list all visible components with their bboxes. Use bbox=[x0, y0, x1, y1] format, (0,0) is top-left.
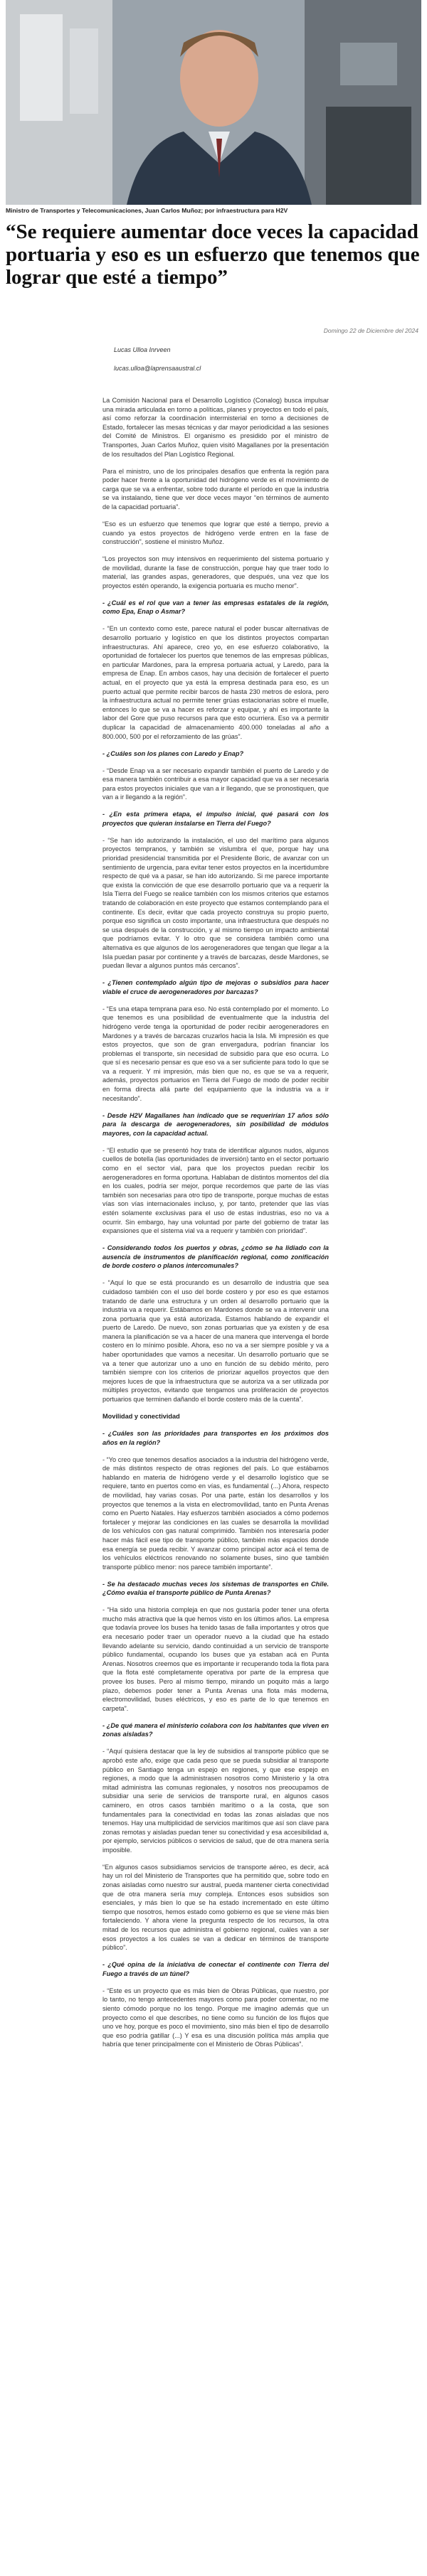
interview-question: - ¿Qué opina de la iniciativa de conectar el continente con Tierra del Fuego a través de un túnel? bbox=[102, 1961, 329, 1977]
interview-question: - ¿Cuáles son las prioridades para transportes en los próximos dos años en la región? bbox=[102, 1430, 329, 1446]
interview-question: - ¿De qué manera el ministerio colabora con los habitantes que viven en zonas aisladas? bbox=[102, 1721, 329, 1738]
article-paragraph: - “Yo creo que tenemos desafíos asociados a la industria del hidrógeno verde, de más distintos respecto de otras regiones del país. Lo que estábamos hablando en materia de hidrógeno verde y el desarrollo logístico que se requiere, tanto en puertos como en vías, es fundamental (...) Ahora, respecto de movilidad, hay varias cosas. Por una parte, están los desarrollos y los proyectos que tenemos a la vista en electromovilidad, tanto en Punta Arenas como en Puerto Natales. Hay esfuerzos también asociados a cómo podemos fortalecer y mejorar las condiciones en las cuales se desarrolla la movilidad de los vehículos con gas natural comprimido. También nos interesaría poder hacer más fácil ese tipo de transporte público, también más espacios donde esa energía se pueda recibir. Y avanzar como principal actor acá el tema de los vehículos eléctricos renovando no solamente buses, sino que también transporte público menor: nos parece también importante”. bbox=[102, 1455, 329, 1571]
article-paragraph: - “Ha sido una historia compleja en que nos gustaría poder tener una oferta mucho más atractiva que la que hemos visto en los últimos años. La empresa que todavía provee los buses ha tenido tasas de falla importantes y otros que era necesario poder traer un operador nuevo a la ciudad que ha estado llevando adelante su servicio, dando continuidad a un servicio de transporte público fundamental, ocupando los buses que ya estaban acá en Punta Arenas. Nosotros creemos que es importante ir recuperando toda la flota para que la flota esté completamente operativa por parte de la empresa que provee los buses. Pero al mismo tiempo, mirando un poquito más a largo plazo, debemos poder tener a Punta Arenas una flota más moderna, electromovilidad, buses eléctricos, y eso es parte de lo que tenemos en carpeta”. bbox=[102, 1606, 329, 1712]
interview-question: - ¿Cuáles son los planes con Laredo y Enap? bbox=[102, 749, 244, 757]
article-paragraph: - “Desde Enap va a ser necesario expandir también el puerto de Laredo y de esa manera también contribuir a esa mayor capacidad que va a ser necesaria para estos proyectos iniciales que van a ir llegando, que se pronostiquen, que van a ir llegando a la región”. bbox=[102, 766, 329, 801]
interview-question: - Desde H2V Magallanes han indicado que se requerirían 17 años sólo para la descarga de aerogeneradores, sin posibilidad de módulos mayores, con la capacidad actual. bbox=[102, 1111, 329, 1137]
publish-date: Domingo 22 de Diciembre del 2024 bbox=[323, 327, 418, 334]
article-paragraph: “En algunos casos subsidiamos servicios de transporte aéreo, es decir, acá hay un rol del Ministerio de Transportes que ha permitido que, sobre todo en zonas aisladas como nuestro sur austral, pueda mantener cierta conectividad que de otra manera sería muy compleja. Entonces esos subsidios son esenciales, y más bien lo que se ha estado incrementado en este último tiempo que nosotros, hemos estado como gobierno es que se viene más bien fortaleciendo. Y ahora viene la pregunta respecto de los recursos, la otra mitad de los recursos que administra el gobierno regional, cuáles van a ser esos proyectos a los cuales se van a dedicar en términos de transporte público”. bbox=[102, 1863, 329, 1952]
article-paragraph: - “Este es un proyecto que es más bien de Obras Públicas, que nuestro, por lo tanto, no tengo antecedentes mayores como para poder comentar, no me siento cómodo porque no los tengo. Porque me imagino además que un proyecto como el que describes, no tiene como su función de los flujos que uno ve hoy, porque es poco el movimiento, sino más bien el tipo de desarrollo que eso podría gatillar (...) Y esa es una discusión política más amplia que habría que tener principalmente con el Ministerio de Obras Públicas”. bbox=[102, 1987, 329, 2048]
article-paragraph: Para el ministro, uno de los principales desafíos que enfrenta la región para poder hacer frente a la oportunidad del hidrógeno verde es el movimiento de carga que se va a enfrentar, sobre todo durante el período en que la industria se va instalando, tiene que ver doce veces mayor “en términos de aumento de la capacidad portuaria”. bbox=[102, 467, 329, 511]
headline: “Se requiere aumentar doce veces la capacidad portuaria y eso es un esfuerzo que tenemos que lograr que esté a tiempo” bbox=[6, 220, 420, 289]
photo-caption: Ministro de Transportes y Telecomunicaciones, Juan Carlos Muñoz; por infraestructura para H2V bbox=[6, 207, 288, 214]
article-paragraph: “Los proyectos son muy intensivos en requerimiento del sistema portuario y de movilidad, durante la fase de construcción, porque hay que traer todo lo material, las grandes aspas, generadores, que después, una vez que los proyectos estén operando, la exigencia portuaria es mucho menor”. bbox=[102, 555, 329, 589]
article-paragraph: - “Aquí lo que se está procurando es un desarrollo de industria que sea cuidadoso también con el uso del borde costero y por eso es que estamos tratando de darle una estructura y un orden al desarrollo portuario que la industria va a requerir. Estábamos en Mardones donde se va a intervenir una zona portuaria que ya está autorizada. Estamos hablando de expandir el puerto de Laredo. De nuevo, son zonas portuarias que ya existen y de esa manera la planificación se va a hacer de una manera que intervenga el borde costero en lo mínimo posible. Ahora, eso no va a ser siempre posible y va a haber oportunidades que vamos a necesitar. Un desarrollo portuario que se va a tener que autorizar uno a uno en función de su debido mérito, pero también siempre con los criterios de priorizar aquellos proyectos que den mejores luces de que la infraestructura que se autoriza va a ser utilizada por múltiples proyectos, evitando que tengamos una proliferación de proyectos portuarios que terminen dañando el borde costero más de la cuenta”. bbox=[102, 1279, 329, 1404]
section-heading: Movilidad y conectividad bbox=[102, 1413, 180, 1421]
article-paragraph: “Eso es un esfuerzo que tenemos que lograr que esté a tiempo, previo a cuando ya estos proyectos de hidrógeno verde entren en la fase de construcción”, sostiene el ministro Muñoz. bbox=[102, 520, 329, 546]
interview-question: - Considerando todos los puertos y obras, ¿cómo se ha lidiado con la ausencia de instrumentos de planificación regional, como zonificación de borde costero o planos intercomunales? bbox=[102, 1244, 329, 1270]
interview-question: - ¿En esta primera etapa, el impulso inicial, qué pasará con los proyectos que quieran instalarse en Tierra del Fuego? bbox=[102, 811, 329, 827]
interview-question: - ¿Tienen contemplado algún tipo de mejoras o subsidios para hacer viable el cruce de aerogeneradores por barcazas? bbox=[102, 979, 329, 995]
article-paragraph: - “El estudio que se presentó hoy trata de identificar algunos nudos, algunos cuellos de botella (las oportunidades de inversión) tanto en el sector portuario como en el sector vial, para que los proyectos puedan recibir los aerogeneradores en forma oportuna. Hablaban de distintos momentos del día en los cuales, podría ser mejor, porque recordemos que parte de las vías también son necesarias para otro tipo de transporte, porque muchas de estas vías son vías internacionales incluso, y, por tanto, pretender que las vías estén solamente exclusivas para el uso de estas industrias, eso no va a ocurrir. Sin embargo, hay una voluntad por parte del gobierno de tratar las expansiones que el sistema vial va a requerir y también con prioridad”. bbox=[102, 1146, 329, 1235]
interview-question: - ¿Cuál es el rol que van a tener las empresas estatales de la región, como Epa, Enap o Asmar? bbox=[102, 599, 329, 616]
article-paragraph: - “Se han ido autorizando la instalación, el uso del marítimo para algunos proyectos tempranos, y también se vislumbra el que, porque hay una prioridad presidencial transmitida por el Presidente Boric, de avanzar con un sentimiento de urgencia, para evitar tener estos proyectos en la incertidumbre respecto de qué va a pasar, se han ido autorizando. Si me parece importante que exista la convicción de que ese desarrollo portuario que va a requerir la Isla Tierra del Fuego se realice también con los mismos criterios que estamos tratando de colaboración en este proyecto que estamos contemplando para el continente. Es decir, evitar que cada proyecto construya su propio puerto, porque eso significa un costo importante, una infraestructura que después no se usa después de la construcción, y al mismo tiempo un impacto ambiental que podríamos evitar. Y lo otro que se considera también como una alternativa es que algunos de los aerogeneradores que tengan que llegar a la Isla puedan pasar por continente y a través de barcazas, desde Mardones, se puedan llevar a algunos puntos más cercanos”. bbox=[102, 836, 329, 970]
portrait-image bbox=[6, 0, 421, 205]
author-block bbox=[114, 346, 327, 383]
article-paragraph: - “En un contexto como este, parece natural el poder buscar alternativas de desarrollo portuario y logístico en que los distintos proyectos compartan infraestructuras. Ahí aparece, creo yo, en ese esfuerzo colaborativo, la oportunidad de fortalecer los puertos que tenemos de las empresas públicas, en particular Mardones, para la empresa portuaria actual, y Laredo, para la empresa de Enap. En ambos casos, hay una decisión de fortalecer el puerto actual, en el proyecto que ya está la empresa destinada para eso, es un puerto actual que permite recibir barcos de hasta 230 metros de eslora, pero la infraestructura actual no permite tener grúas estacionarias sobre el muelle, entonces lo que se va a hacer es reforzar y equipar, y ahí es importante la labor del Gore que puso recursos para que esto ocurriera. Eso va a permitir duplicar la capacidad de almacenamiento 400.000 toneladas al año a 800.000, 500 por el reforzamiento de las grúas”. bbox=[102, 625, 329, 740]
article-paragraph: La Comisión Nacional para el Desarrollo Logístico (Conalog) busca impulsar una mirada articulada en torno a políticas, planes y proyectos en todo el país, así como reforzar la coordinación intermisterial en torno a decisiones de Estado, fortalecer las mesas técnicas y dar mayor periodicidad a las sesiones del Comité de Ministros. El organismo es presidido por el ministro de Transportes, Juan Carlos Muñoz, quien visitó Magallanes por la presentación de los resultados del Plan Logístico Regional. bbox=[102, 397, 329, 458]
hero-photo bbox=[6, 0, 421, 205]
author-email[interactable]: lucas.ulloa@laprensaaustral.cl bbox=[114, 365, 201, 372]
article-body bbox=[102, 396, 329, 2057]
article-paragraph: - “Es una etapa temprana para eso. No está contemplado por el momento. Lo que tenemos es una posibilidad de eventualmente que la industria del hidrógeno verde tenga la oportunidad de poder recibir aerogeneradores en Mardones y a través de barcazas cruzarlos hacia la Isla. Mi impresión es que estos proyectos, que son de gran envergadura, podrían financiar los problemas el transporte, sin necesidad de subsidio para que eso ocurra. Lo que sí es necesario pensar es que eso va a ser suficiente para todo lo que se va a requerir. Y mi impresión, más bien que no, es que se va a requerir, además, proyectos portuarios en Tierra del Fuego de modo de poder recibir en forma directa allá parte del equipamiento que la industria va a ir necesitando”. bbox=[102, 1005, 329, 1102]
article-paragraph: - “Aquí quisiera destacar que la ley de subsidios al transporte público que se aprobó este año, exige que cada peso que se pueda subsidiar al transporte público en Santiago tenga un espejo en regiones, y que ese espejo en regiones, a modo que la administrasen nosotros como Ministerio y la otra mitad administra las comunas regionales, y nosotros nos preocupamos de subsidiar una serie de servicios de transporte rural, en algunos casos caminero, en otros casos también marítimo o a la costa, que son fundamentales para la conectividad en todas las zonas aisladas que nos tenemos. Hay una multiplicidad de servicios marítimos que así son clave para zonas remotas y aisladas puedan tener su conectividad y esa accesibilidad a, por ejemplo, servicios públicos o servicios de salud, que de otra manera sería imposible. bbox=[102, 1748, 329, 1854]
interview-question: - Se ha destacado muchas veces los sistemas de transportes en Chile. ¿Cómo evalúa el transporte público de Punta Arenas? bbox=[102, 1580, 329, 1597]
author-name: Lucas Ulloa Inrveen bbox=[114, 346, 171, 353]
